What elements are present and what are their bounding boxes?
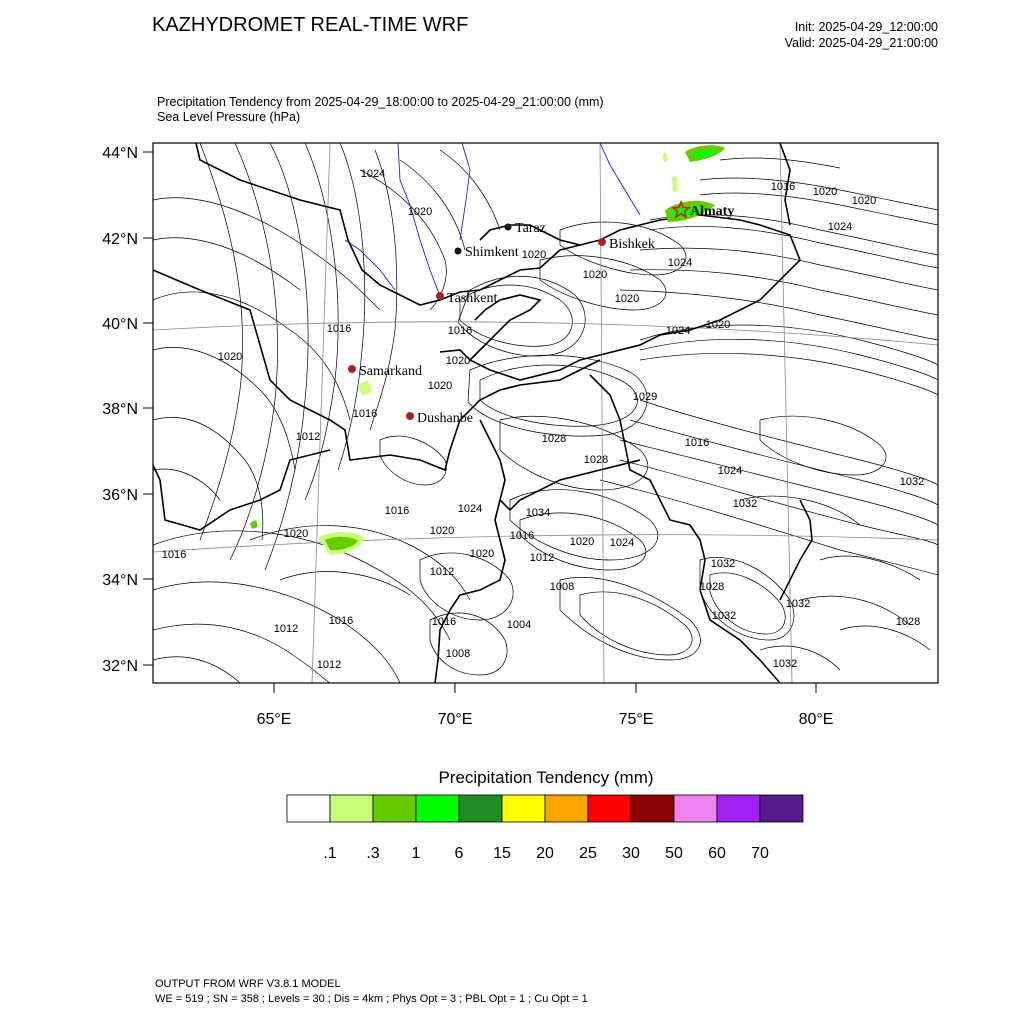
footer-model-line: OUTPUT FROM WRF V3.8.1 MODEL: [155, 978, 341, 990]
isobar-label: 1020: [705, 319, 731, 331]
colorbar-tick-label: .3: [366, 845, 380, 862]
isobar-label: 1028: [699, 581, 725, 593]
isobar-label: 1032: [772, 658, 798, 670]
isobar-label: 1024: [360, 168, 386, 180]
colorbar-swatch: [330, 795, 373, 822]
colorbar-swatch: [416, 795, 459, 822]
city-label-samarkand: Samarkand: [359, 364, 422, 379]
isobar-label: 1032: [899, 476, 925, 488]
lat-label: 38°N: [102, 401, 138, 418]
city-label-taraz: Taraz: [515, 221, 546, 236]
precip-subtitle: Precipitation Tendency from 2025-04-29_18:00:00 to 2025-04-29_21:00:00 (mm): [157, 95, 604, 109]
isobar-label: 1024: [717, 465, 743, 477]
init-time-label: Init: 2025-04-29_12:00:00: [794, 20, 938, 34]
isobar-label: 1020: [469, 548, 495, 560]
isobar-label: 1016: [431, 616, 457, 628]
lat-label: 42°N: [102, 231, 138, 248]
isobar-label: 1034: [525, 507, 551, 519]
shimkent-dot-icon: [455, 248, 462, 255]
colorbar-swatch: [717, 795, 760, 822]
lon-label: 65°E: [256, 711, 292, 728]
lon-label: 75°E: [618, 711, 654, 728]
colorbar-swatch: [588, 795, 631, 822]
isobar-label: 1012: [529, 552, 555, 564]
lon-label: 80°E: [798, 711, 834, 728]
isobar-label: 1012: [316, 659, 342, 671]
isobar-label: 1016: [161, 549, 187, 561]
isobar-label: 1008: [549, 581, 575, 593]
page-title: KAZHYDROMET REAL-TIME WRF: [152, 14, 469, 36]
taraz-dot-icon: [505, 224, 512, 231]
colorbar-title: Precipitation Tendency (mm): [438, 768, 654, 787]
colorbar-swatch: [502, 795, 545, 822]
bishkek-dot-icon: [598, 238, 606, 246]
isobar-label: 1020: [582, 269, 608, 281]
isobar-label: 1012: [429, 566, 455, 578]
colorbar-tick-label: .1: [323, 845, 337, 862]
isobar-label: 1004: [506, 619, 532, 631]
isobar-label: 1016: [352, 408, 378, 420]
slp-subtitle: Sea Level Pressure (hPa): [157, 110, 301, 124]
colorbar-swatch: [459, 795, 502, 822]
colorbar-tick-label: 15: [493, 845, 511, 862]
isobar-label: 1029: [632, 391, 658, 403]
lat-label: 32°N: [102, 658, 138, 675]
isobar-label: 1020: [217, 351, 243, 363]
isobar-label: 1024: [827, 221, 853, 233]
isobar-label: 1032: [732, 498, 758, 510]
isobar-label: 1028: [583, 454, 609, 466]
lat-label: 40°N: [102, 316, 138, 333]
isobar-label: 1016: [509, 530, 535, 542]
colorbar-swatch: [760, 795, 803, 822]
isobar-label: 1016: [328, 615, 354, 627]
city-label-dushanbe: Dushanbe: [417, 411, 473, 426]
footer-config-line: WE = 519 ; SN = 358 ; Levels = 30 ; Dis = 4km ; Phys Opt = 3 ; PBL Opt = 1 ; Cu Opt = 1: [155, 993, 588, 1005]
lon-label: 70°E: [437, 711, 473, 728]
city-label-shimkent: Shimkent: [465, 245, 519, 260]
isobar-label: 1020: [429, 525, 455, 537]
samarkand-dot-icon: [348, 365, 356, 373]
valid-time-label: Valid: 2025-04-29_21:00:00: [784, 36, 938, 50]
isobar-label: 1020: [614, 293, 640, 305]
colorbar-swatch: [545, 795, 588, 822]
colorbar-tick-label: 30: [622, 845, 640, 862]
colorbar-tick-label: 60: [708, 845, 726, 862]
colorbar-tick-label: 6: [454, 845, 464, 862]
city-label-almaty: Almaty: [690, 204, 735, 219]
isobar-label: 1032: [711, 610, 737, 622]
colorbar-tick-label: 70: [751, 845, 769, 862]
isobar-label: 1020: [812, 186, 838, 198]
lat-label: 36°N: [102, 487, 138, 504]
isobar-label: 1028: [541, 433, 567, 445]
isobar-label: 1020: [445, 355, 471, 367]
isobar-label: 1024: [457, 503, 483, 515]
isobar-label: 1012: [295, 431, 321, 443]
isobar-label: 1016: [384, 505, 410, 517]
city-label-bishkek: Bishkek: [609, 237, 655, 252]
isobar-label: 1012: [273, 623, 299, 635]
lat-label: 34°N: [102, 572, 138, 589]
isobar-label: 1020: [851, 195, 877, 207]
isobar-label: 1028: [895, 616, 921, 628]
isobar-label: 1008: [445, 648, 471, 660]
lat-label: 44°N: [102, 145, 138, 162]
isobar-label: 1024: [667, 257, 693, 269]
isobar-label: 1016: [326, 323, 352, 335]
isobar-label: 1024: [665, 325, 691, 337]
isobar-label: 1016: [770, 181, 796, 193]
isobar-label: 1016: [447, 325, 473, 337]
colorbar-tick-label: 25: [579, 845, 597, 862]
colorbar-tick-label: 20: [536, 845, 554, 862]
colorbar-swatch: [674, 795, 717, 822]
colorbar-tick-label: 1: [411, 845, 421, 862]
isobar-label: 1020: [427, 380, 453, 392]
isobar-label: 1032: [710, 558, 736, 570]
colorbar-swatch: [373, 795, 416, 822]
isobar-label: 1032: [785, 598, 811, 610]
isobar-label: 1020: [521, 249, 547, 261]
isobar-label: 1020: [407, 206, 433, 218]
city-label-tashkent: Tashkent: [447, 291, 498, 306]
tashkent-dot-icon: [436, 292, 444, 300]
colorbar-tick-label: 50: [665, 845, 683, 862]
dushanbe-dot-icon: [406, 412, 414, 420]
colorbar-swatch: [287, 795, 330, 822]
isobar-label: 1024: [609, 537, 635, 549]
isobar-label: 1020: [569, 536, 595, 548]
colorbar-swatch: [631, 795, 674, 822]
isobar-label: 1016: [684, 437, 710, 449]
colorbar: [287, 795, 803, 822]
isobar-label: 1020: [283, 528, 309, 540]
